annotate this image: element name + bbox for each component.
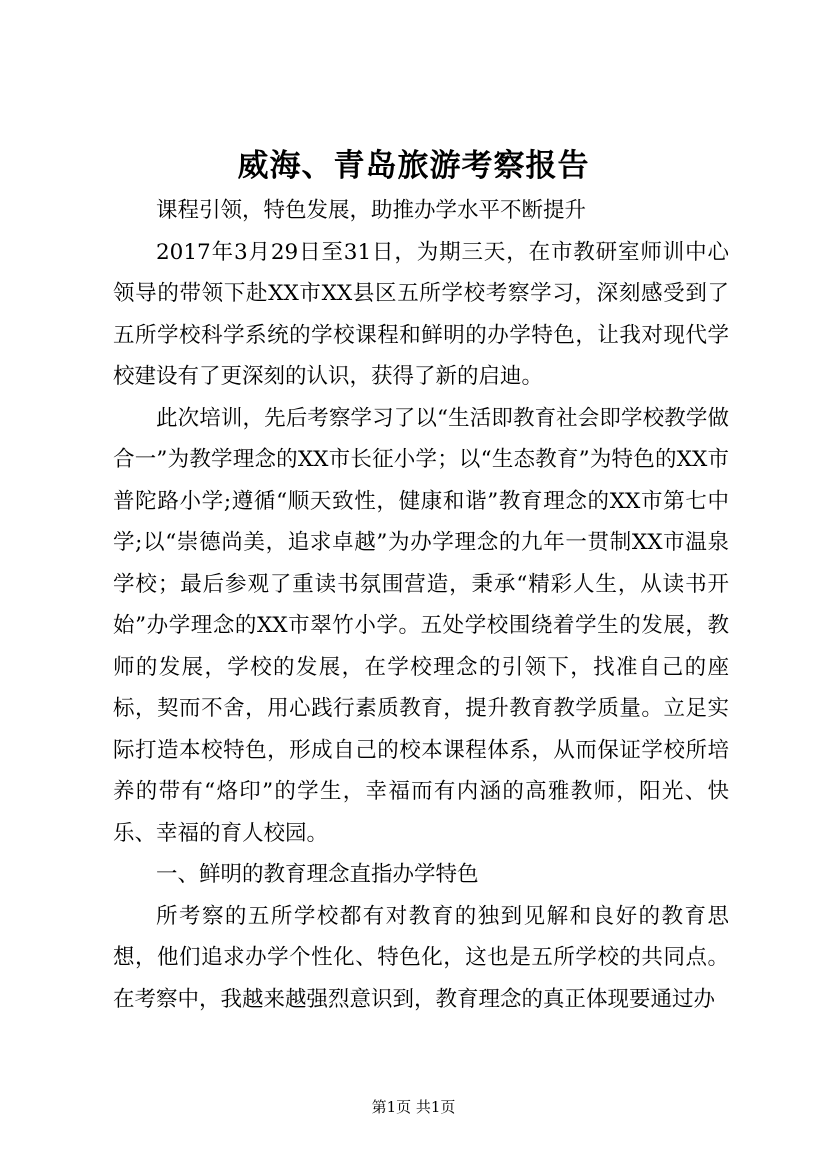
section-heading-1: 一、鲜明的教育理念直指办学特色 [156, 862, 479, 887]
page-number: 第1页 共1页 [371, 1098, 456, 1116]
paragraph-section-1: 所考察的五所学校都有对教育的独到见解和良好的教育思想，他们追求办学个性化、特色化，这也是五所学校的共同点。在考察中，我越来越强烈意识到，教育理念的真正体现要通过办 [113, 903, 729, 1012]
paragraph-training: 此次培训，先后考察学习了以“生活即教育社会即学校教学做合一”为教学理念的XX市长征小学；以“生态教育”为特色的XX市普陀路小学;遵循“顺天致性，健康和谐”教育理念的XX市第七中学;以“崇德尚美，追求卓越”为办学理念的九年一贯制XX市温泉学校；最后参观了重读书氛围营造，秉承“精彩人生，从读书开始”办学理念的XX市翠竹小学。五处学校围绕着学生的发展，教师的发展，学校的发展，在学校理念的引领下，找准自己的座标，契而不舍，用心践行素质教育，提升教育教学质量。立足实际打造本校特色，形成自己的校本课程体系，从而保证学校所培养的带有“烙印”的学生，幸福而有内涵的高雅教师，阳光、快乐、幸福的育人校园。 [113, 405, 729, 846]
paragraph-subtitle: 课程引领，特色发展，助推办学水平不断提升 [156, 198, 587, 223]
document-title: 威海、青岛旅游考察报告 [237, 148, 590, 184]
document-body [113, 190, 729, 1020]
paragraph-intro: 2017年3月29日至31日，为期三天，在市教研室师训中心领导的带领下赴XX市XX县区五所学校考察学习，深刻感受到了五所学校科学系统的学校课程和鲜明的办学特色，让我对现代学校建设有了更深刻的认识，获得了新的启迪。 [113, 239, 729, 389]
